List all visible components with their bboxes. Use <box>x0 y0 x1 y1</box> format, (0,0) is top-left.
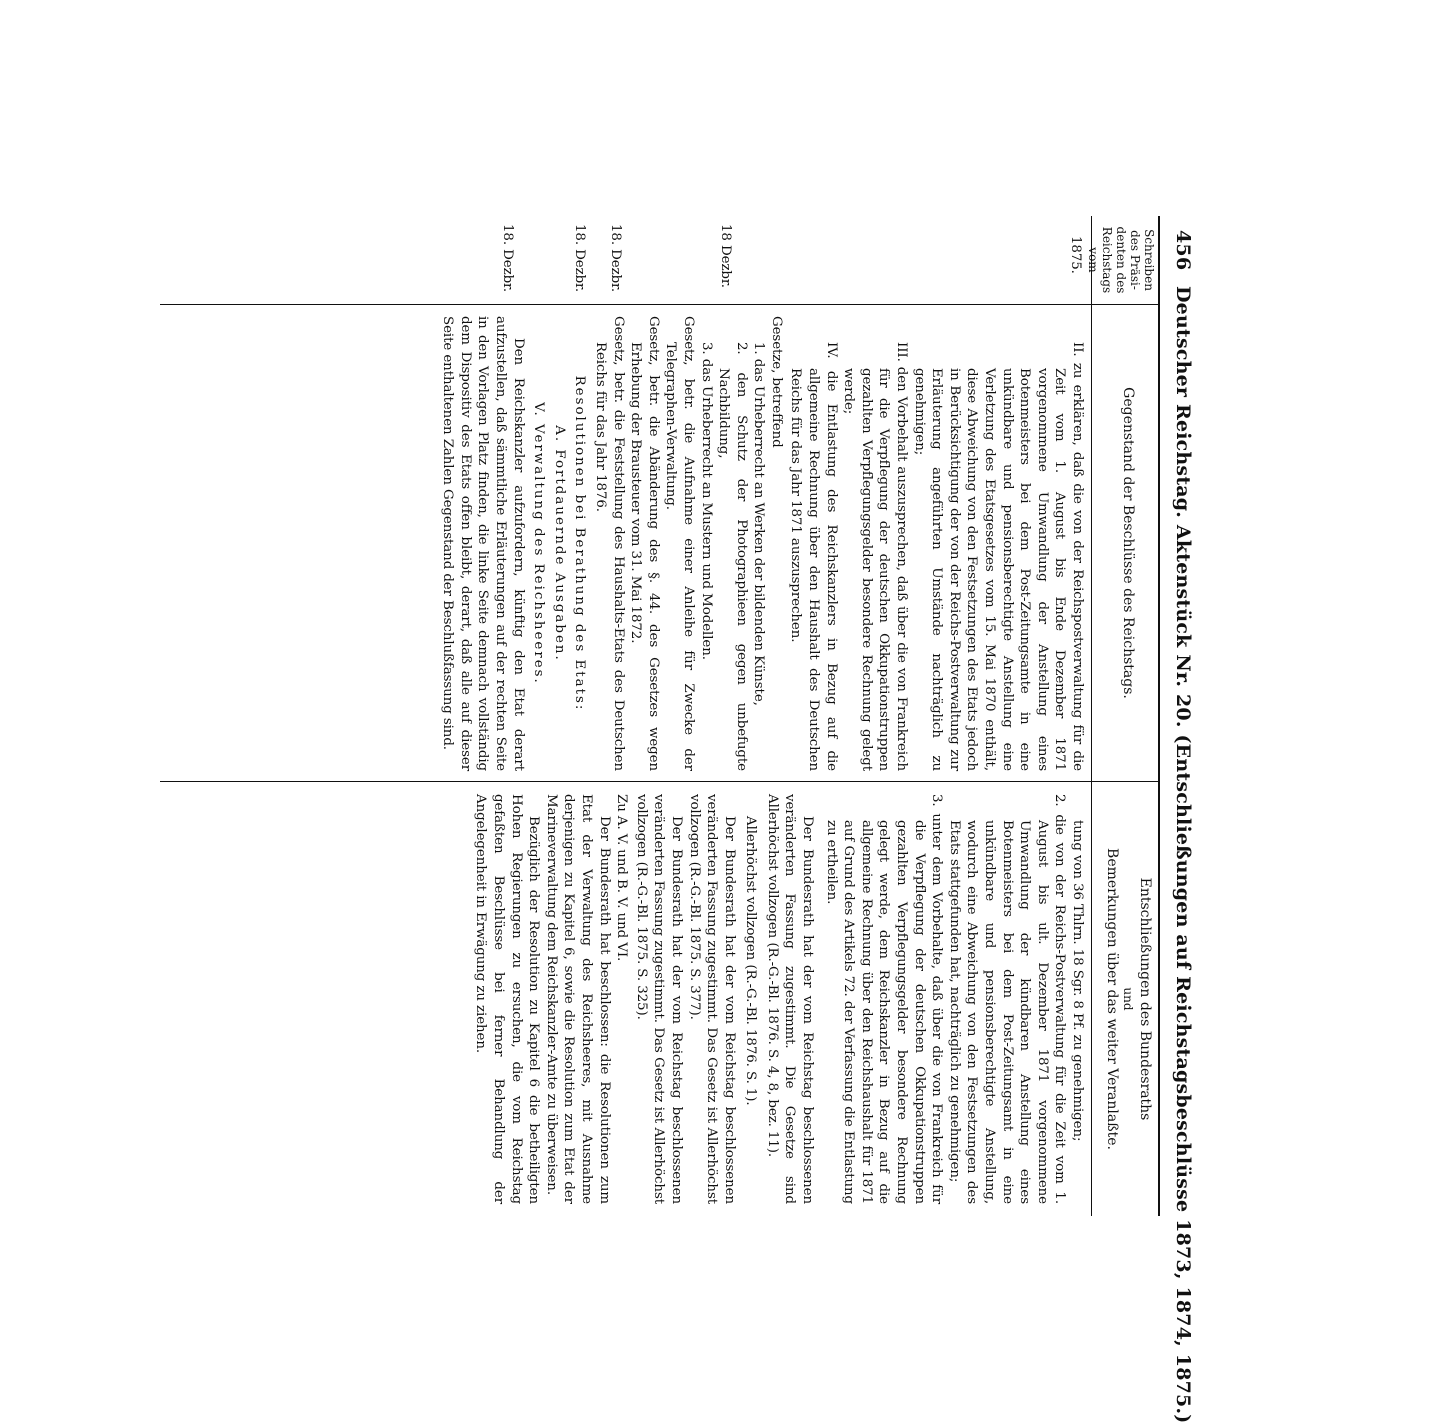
decision-header-line: Entschließungen des Bundesraths <box>1137 877 1153 1121</box>
date-header-line: des Präsi- <box>1128 230 1142 290</box>
date-column-header <box>1086 218 1156 302</box>
paragraph: 2. die von der Reichs-Postverwaltung für die Zeit vom 1. August bis ult. Dezember 1871 vorgenommene Umwandlung der kündbaren Anstellung eines Botenmeisters bei dem Post-Zeitungsamt in eine unkündbare und pensionsberechtigte Anstellung, wodurch eine Abweichung von den Festsetzungen des Etats stattgefunden hat, nachträglich zu genehmigen; <box>946 794 1068 1204</box>
paragraph: Bezüglich der Resolution zu Kapitel 6 die betheiligten Hohen Regierungen zu ersuchen, die vom Reichstag gefaßten Beschlüsse bei ferner Behandlung der Angelegenheit in Erwägung zu ziehen. <box>473 794 542 1204</box>
subject-column-header: Gegenstand der Beschlüsse des Reichstags. <box>1120 387 1136 699</box>
date-header-line: denten des <box>1114 226 1128 294</box>
date-year: 1875. <box>1068 236 1083 274</box>
decision-header-line: Bemerkungen über das weiter Veranlaßte. <box>1104 848 1120 1150</box>
paragraph: Zu A. V. und B. V. und VI. <box>614 794 630 962</box>
paragraph: 3. unter dem Vorbehalte, daß über die von Frankreich für die Verpflegung der deutschen Okkupationstruppen gezahlten Verpflegungsgelder besondere Rechnung gelegt werde, dem Reichskanzler in Bezug auf die allgemeine Rechnung über den Reichshaushalt für 1871 auf Grund des Artikels 72. der Verfassung die Entlastung zu ertheilen. <box>823 794 945 1204</box>
date-entry: 18 Dezbr. <box>718 224 733 288</box>
page-title: Deutscher Reichstag. Aktenstück Nr. 20. (Entschließungen auf Reichstagsbeschlüsse 1873, 1874, 1875.) <box>1172 286 1194 1423</box>
paragraph: Gesetz, betr. die Aufnahme einer Anleihe für Zwecke der Telegraphen-Verwaltung. <box>663 316 696 771</box>
paragraph: Der Bundesrath hat beschlossen: die Resolutionen zum Etat der Verwaltung des Reichsheeres, mit Ausnahme derjenigen zu Kapitel 6, sowie die Resolution zum Etat der Marineverwaltung dem Reichskanzler-Amte zu überweisen. <box>543 794 612 1204</box>
date-header-line: Schreiben <box>1142 229 1156 291</box>
document-page <box>0 216 1216 1423</box>
paragraph: Den Reichskanzler aufzufordern, künftig den Etat derart aufzustellen, daß sämmtliche Erläuterungen auf der rechten Seite in den Vorlagen Platz finden, die linke Seite demnach vollständig dem Dispositiv des Etats offen bleibt, derart, daß alle auf dieser Seite enthaltenen Zahlen Gegenstand der Beschlußfassung sind. <box>440 316 526 771</box>
paragraph: Gesetz, betr. die Abänderung des §. 44. des Gesetzes wegen Erhebung der Brausteuer vom 31. Mai 1872. <box>628 316 661 771</box>
decision-text-block <box>472 794 1086 1204</box>
paragraph: 3. das Urheberrecht an Mustern und Modellen. <box>698 342 714 660</box>
subject-text-block <box>439 316 1086 771</box>
column-header-rule <box>1091 216 1092 1216</box>
paragraph: 2. den Schutz der Photographieen gegen unbefugte Nachbildung, <box>716 342 749 771</box>
paragraph: Gesetze, betreffend <box>768 316 784 448</box>
paragraph: IV. die Entlastung des Reichskanzlers in Bezug auf die allgemeine Rechnung über den Haushalt des Deutschen Reichs für das Jahr 1871 auszusprechen. <box>788 342 839 771</box>
paragraph: Allerhöchst vollzogen (R.-G.-Bl. 1876. S. 1). <box>743 816 759 1106</box>
column-divider-1 <box>160 304 1160 305</box>
paragraph: II. zu erklären, daß die von der Reichspostverwaltung für die Zeit vom 1. August bis Ende Dezember 1871 vorgenommene Umwandlung der Anstellung eines Botenmeisters bei dem Post-Zeitungsamte in eine unkündbare und pensionsberechtigte Anstellung eine Verletzung des Etatsgesetzes vom 15. Mai 1870 enthält, diese Abweichung von den Festsetzungen des Etats jedoch in Berücksichtigung der von der Reichs-Postverwaltung zur Erläuterung angeführten Umstände nachträglich zu genehmigen; <box>911 342 1085 771</box>
date-entry: 18. Dezbr. <box>500 224 515 293</box>
paragraph: Der Bundesrath hat der vom Reichstag beschlossenen veränderten Fassung zugestimmt. Das Gesetz ist Allerhöchst vollzogen (R.-G.-Bl. 1875. S. 377). <box>686 794 737 1204</box>
section-heading: Resolutionen bei Berathung des Etats: <box>572 375 588 712</box>
paragraph: Gesetz, betr. die Feststellung des Haushalts-Etats des Deutschen Reichs für das Jahr 1876. <box>592 316 626 771</box>
date-entry: 18. Dezbr. <box>608 224 623 293</box>
paragraph: III. den Vorbehalt auszusprechen, daß über die von Frankreich für die Verpflegung der deutschen Okkupationstruppen gezahlten Verpflegungsgelder besondere Rechnung gelegt werde; <box>841 342 910 771</box>
date-header-line: vom <box>1086 247 1100 273</box>
paragraph: Der Bundesrath hat der vom Reichstag beschlossenen veränderten Fassung zugestimmt. Das Gesetz ist Allerhöchst vollzogen (R.-G.-Bl. 1875. S. 325). <box>633 794 684 1204</box>
date-entry: 18. Dezbr. <box>572 224 587 293</box>
paragraph: Der Bundesrath hat der vom Reichstag beschlossenen veränderten Fassung zugestimmt. Die Gesetze sind Allerhöchst vollzogen (R.-G.-Bl. 1876. S. 4, 8, bez. 11). <box>764 794 816 1204</box>
section-heading: V. Verwaltung des Reichsheeres. <box>531 402 547 685</box>
paragraph: tung von 36 Thlrn. 18 Sgr. 8 Pf. zu genehmigen; <box>1070 820 1085 1142</box>
paragraph: 1. das Urheberrecht an Werken der bildenden Künste, <box>751 342 767 706</box>
page-number: 456 <box>1172 230 1194 271</box>
section-heading: A. Fortdauernde Ausgaben. <box>551 425 567 662</box>
decision-header-line: und <box>1121 987 1135 1011</box>
header-rule <box>1158 216 1160 1216</box>
decision-column-header <box>1102 786 1154 1212</box>
column-divider-2 <box>160 781 1160 782</box>
date-header-line: Reichstags <box>1100 226 1114 294</box>
